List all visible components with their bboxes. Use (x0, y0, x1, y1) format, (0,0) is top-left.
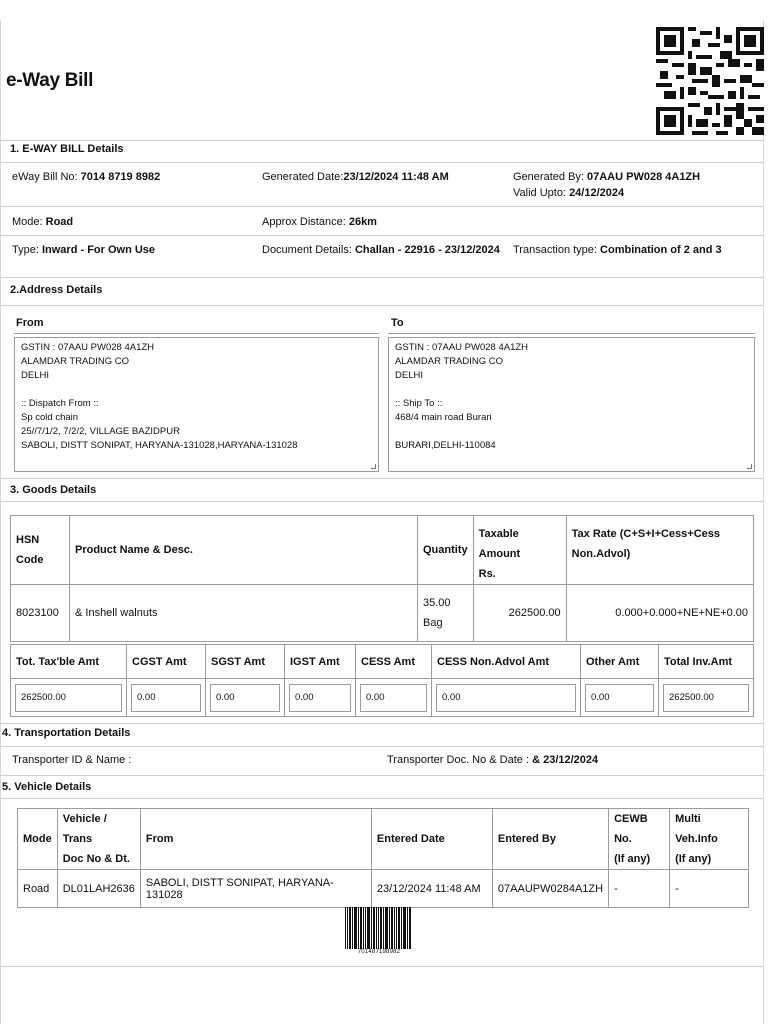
address-line (395, 425, 748, 439)
goods-quantity (418, 585, 474, 642)
transporter-doc: Transporter Doc. No & Date : & 23/12/2024 (387, 754, 599, 766)
totals-header: CGST Amt (127, 645, 206, 679)
section-goods-title: 3. Goods Details (10, 484, 97, 496)
section-address-title: 2.Address Details (10, 284, 103, 296)
header-text: Tax Rate (C+S+I+Cess+Cess (571, 528, 721, 540)
vehicle-header-doc (57, 809, 140, 870)
ewb-number: eWay Bill No: 7014 8719 8982 (12, 171, 161, 183)
vehicle-header-mode: Mode (18, 809, 58, 870)
transporter-id: Transporter ID & Name : (12, 754, 132, 766)
transaction-type: Transaction type: Combination of 2 and 3 (513, 244, 722, 256)
header-text: Taxable Amount (478, 528, 521, 560)
header-text: Doc No & Dt. (62, 853, 130, 865)
address-line: ALAMDAR TRADING CO (21, 356, 130, 367)
table-header-row (11, 645, 754, 679)
from-label: From (16, 317, 44, 329)
section-vehicle-title: 5. Vehicle Details (2, 781, 92, 793)
section-ewb-details-title: 1. E-WAY BILL Details (10, 143, 124, 155)
table-header-row (11, 516, 754, 585)
totals-cell (659, 679, 754, 717)
section-transport-title: 4. Transportation Details (2, 727, 131, 739)
vehicle-header-from: From (140, 809, 371, 870)
vehicle-mode: Road (18, 870, 58, 908)
resize-handle-icon[interactable] (371, 464, 376, 469)
goods-hsn: 8023100 (11, 585, 70, 642)
divider (0, 966, 764, 967)
goods-header-quantity: Quantity (418, 516, 474, 585)
sgst-field: 0.00 (210, 684, 280, 712)
divider (0, 798, 764, 799)
to-label: To (391, 317, 404, 329)
header-text: (If any) (675, 853, 712, 865)
type: Type: Inward - For Own Use (12, 244, 156, 256)
from-address-textarea[interactable] (14, 337, 379, 472)
header-text: Code (16, 554, 44, 566)
vehicle-number: DL01LAH2636 (57, 870, 140, 908)
other-amt-field: 0.00 (585, 684, 654, 712)
document-details: Document Details: Challan - 22916 - 23/12/2024 (262, 244, 500, 256)
totals-cell (11, 679, 127, 717)
address-line: DELHI (395, 370, 423, 381)
goods-header-taxable (473, 516, 566, 585)
divider (0, 478, 764, 479)
address-line: GSTIN : 07AAU PW028 4A1ZH (395, 342, 529, 353)
vehicle-header-multi (670, 809, 749, 870)
generated-by: Generated By: 07AAU PW028 4A1ZH (513, 171, 701, 183)
divider (0, 305, 764, 306)
goods-table (10, 515, 754, 642)
mode: Mode: Road (12, 216, 74, 228)
goods-tax-rate: 0.000+0.000+NE+NE+0.00 (566, 585, 753, 642)
totals-cell (127, 679, 206, 717)
vehicle-header-by: Entered By (492, 809, 608, 870)
valid-upto: Valid Upto: 24/12/2024 (513, 187, 625, 199)
header-text: CEWB No. (614, 813, 648, 845)
divider (0, 162, 764, 163)
address-line: DELHI (21, 370, 49, 381)
header-text: HSN (16, 534, 40, 546)
right-border (763, 20, 764, 1024)
cgst-field: 0.00 (131, 684, 201, 712)
totals-cell (356, 679, 432, 717)
totals-cell (206, 679, 285, 717)
vehicle-header-cewb (609, 809, 670, 870)
totals-header: Other Amt (581, 645, 659, 679)
totals-header: SGST Amt (206, 645, 285, 679)
goods-header-tax-rate (566, 516, 753, 585)
igst-field: 0.00 (289, 684, 351, 712)
goods-taxable: 262500.00 (473, 585, 566, 642)
totals-cell (285, 679, 356, 717)
address-line: 468/4 main road Burari (395, 412, 492, 423)
vehicle-from: SABOLI, DISTT SONIPAT, HARYANA-131028 (140, 870, 371, 908)
totals-header: IGST Amt (285, 645, 356, 679)
vehicle-entered-date: 23/12/2024 11:48 AM (371, 870, 492, 908)
resize-handle-icon[interactable] (747, 464, 752, 469)
address-line: SABOLI, DISTT SONIPAT, HARYANA-131028,HARYANA-131028 (21, 440, 298, 451)
divider (0, 235, 764, 236)
quantity-value: 35.00 (423, 597, 451, 609)
total-inv-field: 262500.00 (663, 684, 749, 712)
table-row (11, 679, 754, 717)
divider (0, 501, 764, 502)
divider (0, 746, 764, 747)
vehicle-entered-by: 07AAUPW0284A1ZH (492, 870, 608, 908)
header-text: Non.Advol) (571, 548, 631, 560)
header-text: Vehicle / Trans (62, 813, 107, 845)
address-line: Sp cold chain (21, 412, 79, 423)
divider (0, 723, 764, 724)
divider (14, 333, 379, 334)
totals-header: Total Inv.Amt (659, 645, 754, 679)
totals-cell (432, 679, 581, 717)
vehicle-table (17, 808, 749, 908)
address-line: GSTIN : 07AAU PW028 4A1ZH (21, 342, 155, 353)
address-line: ALAMDAR TRADING CO (395, 356, 504, 367)
cess-field: 0.00 (360, 684, 427, 712)
divider (0, 140, 764, 141)
vehicle-multi: - (670, 870, 749, 908)
address-line: BURARI,DELHI-110084 (395, 440, 496, 451)
address-line: 25//7/1/2, 7/2/2, VILLAGE BAZIDPUR (21, 426, 180, 437)
vehicle-header-date: Entered Date (371, 809, 492, 870)
generated-date: Generated Date:23/12/2024 11:48 AM (262, 171, 449, 183)
table-header-row (18, 809, 749, 870)
cess-non-advol-field: 0.00 (436, 684, 576, 712)
divider (0, 277, 764, 278)
address-line (21, 383, 372, 397)
quantity-unit: Bag (423, 617, 443, 629)
left-border (0, 20, 1, 1024)
table-row (18, 870, 749, 908)
goods-product: & Inshell walnuts (70, 585, 418, 642)
totals-table (10, 644, 754, 717)
table-row (11, 585, 754, 642)
address-line: :: Ship To :: (395, 398, 443, 409)
approx-distance: Approx Distance: 26km (262, 216, 377, 228)
goods-header-hsn (11, 516, 70, 585)
tot-taxable-field: 262500.00 (15, 684, 122, 712)
totals-header: Tot. Tax'ble Amt (11, 645, 127, 679)
divider (0, 775, 764, 776)
totals-header: CESS Non.Advol Amt (432, 645, 581, 679)
address-line (395, 383, 748, 397)
barcode-number: 701487198982 (357, 949, 401, 955)
divider (388, 333, 755, 334)
goods-header-product: Product Name & Desc. (70, 516, 418, 585)
header-text: Rs. (478, 568, 496, 580)
qr-code-icon (656, 27, 764, 135)
barcode-icon (345, 907, 411, 949)
totals-header: CESS Amt (356, 645, 432, 679)
vehicle-cewb: - (609, 870, 670, 908)
header-text: (If any) (614, 853, 651, 865)
divider (0, 206, 764, 207)
page-title: e-Way Bill (6, 70, 94, 91)
to-address-textarea[interactable] (388, 337, 755, 472)
address-line: :: Dispatch From :: (21, 398, 99, 409)
totals-cell (581, 679, 659, 717)
header-text: Multi Veh.Info (675, 813, 718, 845)
